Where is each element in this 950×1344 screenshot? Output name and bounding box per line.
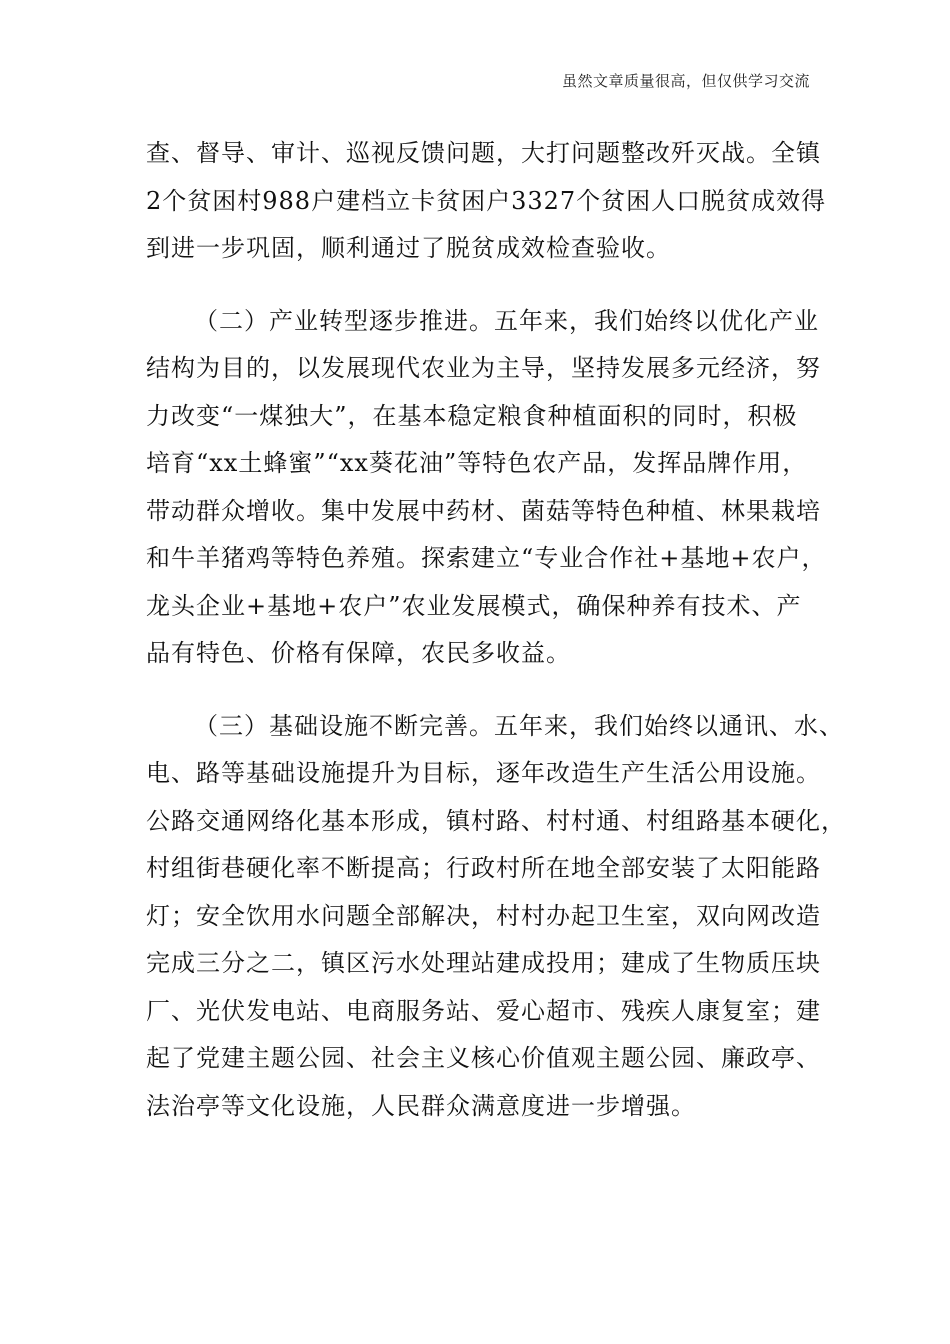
- text-line: 起了党建主题公园、社会主义核心价值观主题公园、廉政亭、: [146, 1044, 821, 1072]
- text-line: 查、督导、审计、巡视反馈问题，大打问题整改歼灭战。全镇: [146, 139, 821, 167]
- text-line: 灯；安全饮用水问题全部解决，村村办起卫生室，双向网改造: [146, 901, 821, 930]
- text-line: 和牛羊猪鸡等特色养殖。探索建立“专业合作社+基地+农户，: [146, 544, 827, 572]
- text-line: 完成三分之二，镇区污水处理站建成投用；建成了生物质压块: [146, 949, 821, 977]
- paragraph-gap: [146, 273, 806, 298]
- text-line: 品有特色、价格有保障，农民多收益。: [146, 639, 571, 667]
- text-line: 力改变“一煤独大”，在基本稳定粮食种植面积的同时，积极: [146, 401, 798, 430]
- text-line: 法治亭等文化设施，人民群众满意度进一步增强。: [146, 1091, 696, 1120]
- text-line: 带动群众增收。集中发展中药材、菌菇等特色种植、林果栽培: [146, 496, 821, 525]
- paragraph-3: [146, 703, 846, 1131]
- text-line: 电、路等基础设施提升为目标，逐年改造生产生活公用设施。: [146, 759, 821, 787]
- text-line: 培育“xx土蜂蜜”“xx葵花油”等特色农产品，发挥品牌作用，: [146, 449, 808, 477]
- text-line: 2个贫困村988户建档立卡贫困户3327个贫困人口脱贫成效得: [146, 186, 827, 215]
- text-line: 村组街巷硬化率不断提高；行政村所在地全部安装了太阳能路: [146, 854, 821, 882]
- paragraph-1: [146, 130, 827, 273]
- text-line: 龙头企业+基地+农户”农业发展模式，确保种养有技术、产: [146, 591, 802, 620]
- text-line: （二）产业转型逐步推进。五年来，我们始终以优化产业: [194, 306, 819, 335]
- document-body: [146, 130, 846, 1130]
- text-line: 到进一步巩固，顺利通过了脱贫成效检查验收。: [146, 234, 671, 262]
- text-line: 结构为目的，以发展现代农业为主导，坚持发展多元经济，努: [146, 354, 821, 382]
- text-line: 厂、光伏发电站、电商服务站、爱心超市、残疾人康复室；建: [146, 996, 821, 1025]
- header-note: 虽然文章质量很高，但仅供学习交流: [561, 72, 810, 90]
- paragraph-2: [146, 298, 827, 678]
- text-line: （三）基础设施不断完善。五年来，我们始终以通讯、水、: [194, 711, 844, 740]
- text-line: 公路交通网络化基本形成，镇村路、村村通、村组路基本硬化，: [146, 806, 846, 835]
- paragraph-gap: [146, 678, 806, 703]
